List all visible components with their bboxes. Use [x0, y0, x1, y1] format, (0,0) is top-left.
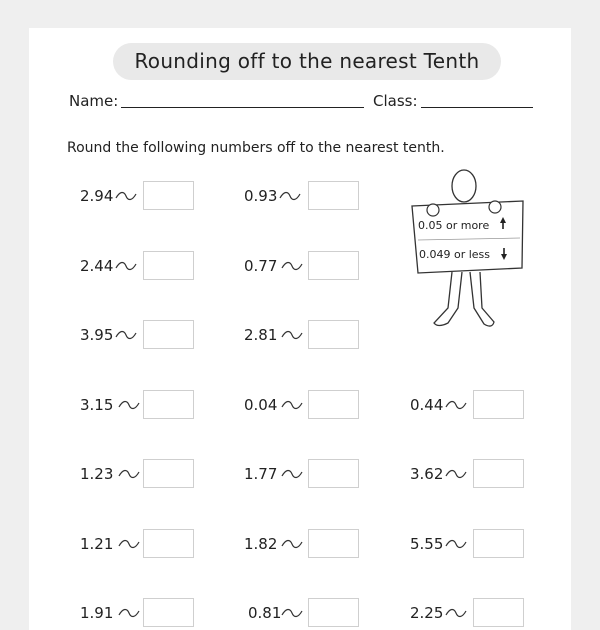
answer-box[interactable] — [143, 598, 194, 627]
approx-tilde-icon — [118, 607, 140, 619]
answer-box[interactable] — [143, 320, 194, 349]
answer-box[interactable] — [143, 459, 194, 488]
problem-item — [410, 390, 526, 422]
approx-tilde-icon — [115, 260, 137, 272]
problem-item — [244, 390, 361, 422]
problem-number: 3.95 — [80, 326, 114, 344]
name-field[interactable] — [121, 107, 364, 108]
problem-number: 1.21 — [80, 535, 114, 553]
answer-box[interactable] — [308, 529, 359, 558]
approx-tilde-icon — [115, 190, 137, 202]
approx-tilde-icon — [115, 329, 137, 341]
problem-item — [244, 320, 361, 352]
approx-tilde-icon — [118, 468, 140, 480]
problem-number: 5.55 — [410, 535, 444, 553]
class-label: Class: — [373, 92, 418, 110]
problem-number: 0.81 — [248, 604, 282, 622]
problem-item — [248, 598, 361, 630]
approx-tilde-icon — [281, 468, 303, 480]
name-label: Name: — [69, 92, 119, 110]
answer-box[interactable] — [143, 529, 194, 558]
answer-box[interactable] — [473, 529, 524, 558]
approx-tilde-icon — [281, 329, 303, 341]
problem-item — [80, 320, 196, 352]
approx-tilde-icon — [445, 538, 467, 550]
problem-item — [410, 529, 526, 561]
approx-tilde-icon — [281, 260, 303, 272]
problem-item — [80, 251, 196, 283]
instructions: Round the following numbers off to the nearest tenth. — [67, 140, 445, 156]
answer-box[interactable] — [143, 181, 194, 210]
problem-item — [410, 459, 526, 491]
worksheet-title: Rounding off to the nearest Tenth — [113, 43, 501, 80]
approx-tilde-icon — [281, 399, 303, 411]
problem-number: 0.93 — [244, 187, 278, 205]
problem-number: 0.77 — [244, 257, 278, 275]
approx-tilde-icon — [279, 190, 301, 202]
problem-item — [244, 181, 361, 213]
answer-box[interactable] — [308, 598, 359, 627]
answer-box[interactable] — [473, 598, 524, 627]
problem-item — [410, 598, 526, 630]
approx-tilde-icon — [281, 538, 303, 550]
answer-box[interactable] — [143, 251, 194, 280]
problem-item — [80, 598, 196, 630]
approx-tilde-icon — [445, 607, 467, 619]
problem-number: 2.44 — [80, 257, 114, 275]
problem-item — [80, 390, 196, 422]
sign-line-more: 0.05 or more — [418, 219, 490, 232]
answer-box[interactable] — [308, 181, 359, 210]
problem-item — [80, 529, 196, 561]
problem-item — [244, 251, 361, 283]
class-field[interactable] — [421, 107, 533, 108]
problem-number: 2.25 — [410, 604, 444, 622]
problem-number: 0.44 — [410, 396, 444, 414]
problem-item — [244, 459, 361, 491]
answer-box[interactable] — [143, 390, 194, 419]
problem-number: 1.82 — [244, 535, 278, 553]
approx-tilde-icon — [118, 538, 140, 550]
problem-number: 2.94 — [80, 187, 114, 205]
approx-tilde-icon — [445, 399, 467, 411]
problem-number: 0.04 — [244, 396, 278, 414]
approx-tilde-icon — [118, 399, 140, 411]
problem-number: 1.23 — [80, 465, 114, 483]
problem-item — [244, 529, 361, 561]
answer-box[interactable] — [308, 320, 359, 349]
person-holding-sign-illustration — [408, 168, 528, 333]
answer-box[interactable] — [308, 390, 359, 419]
problem-item — [80, 181, 196, 213]
problem-number: 1.91 — [80, 604, 114, 622]
answer-box[interactable] — [473, 459, 524, 488]
answer-box[interactable] — [308, 459, 359, 488]
approx-tilde-icon — [445, 468, 467, 480]
problem-number: 1.77 — [244, 465, 278, 483]
approx-tilde-icon — [281, 607, 303, 619]
problem-number: 2.81 — [244, 326, 278, 344]
answer-box[interactable] — [473, 390, 524, 419]
problem-number: 3.62 — [410, 465, 444, 483]
problem-item — [80, 459, 196, 491]
answer-box[interactable] — [308, 251, 359, 280]
problem-number: 3.15 — [80, 396, 114, 414]
sign-line-less: 0.049 or less — [419, 248, 491, 261]
